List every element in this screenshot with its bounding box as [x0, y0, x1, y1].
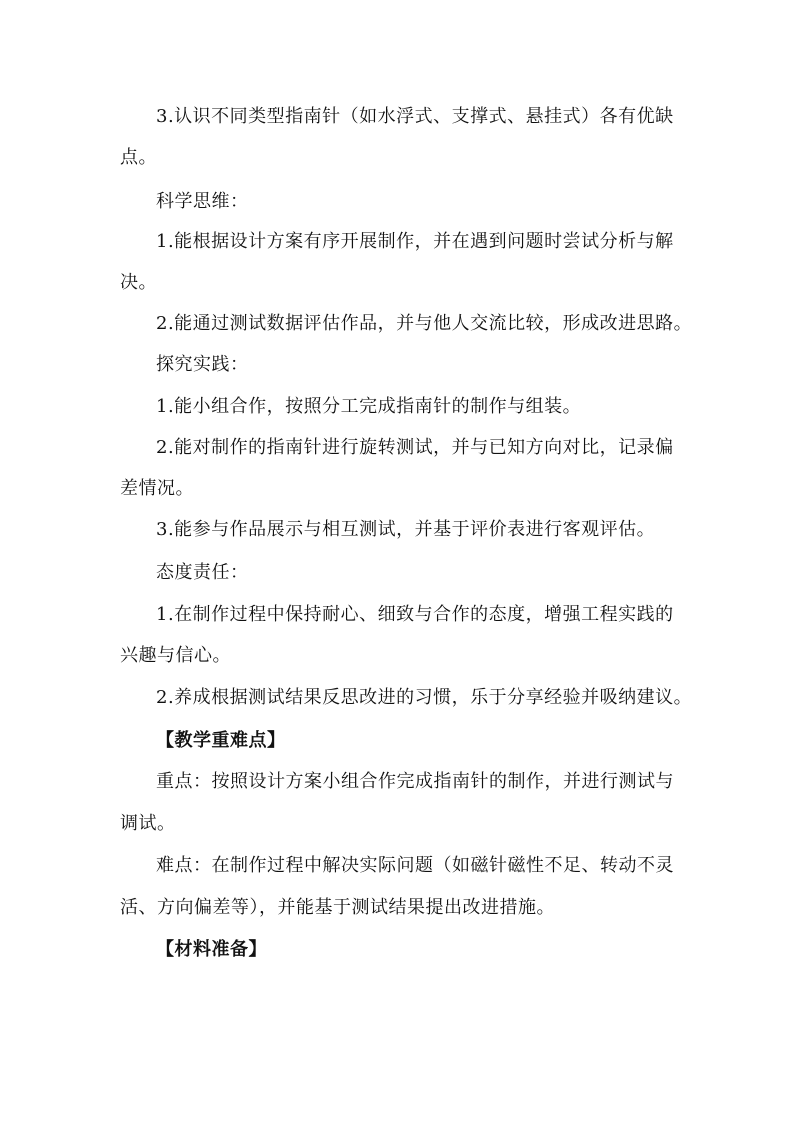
objective-3-line-2: 点。 — [120, 147, 157, 168]
objective-3-line-1: 3.认识不同类型指南针（如水浮式、支撑式、悬挂式）各有优缺 — [156, 106, 674, 127]
practice-1-line: 1.能小组合作，按照分工完成指南针的制作与组装。 — [156, 396, 582, 417]
thinking-1-line-1: 1.能根据设计方案有序开展制作，并在遇到问题时尝试分析与解 — [156, 231, 674, 252]
section-heading-attitude-responsibility: 态度责任： — [156, 562, 249, 583]
difficult-point-line-2: 活、方向偏差等），并能基于测试结果提出改进措施。 — [120, 897, 555, 918]
section-heading-scientific-thinking: 科学思维： — [156, 191, 249, 212]
key-point-line-1: 重点：按照设计方案小组合作完成指南针的制作，并进行测试与 — [156, 771, 674, 792]
practice-3-line: 3.能参与作品展示与相互测试，并基于评价表进行客观评估。 — [156, 519, 656, 540]
difficult-point-line-1: 难点：在制作过程中解决实际问题（如磁针磁性不足、转动不灵 — [156, 855, 674, 876]
practice-2-line-1: 2.能对制作的指南针进行旋转测试，并与已知方向对比，记录偏 — [156, 437, 674, 458]
section-heading-inquiry-practice: 探究实践： — [156, 354, 249, 375]
thinking-1-line-2: 决。 — [120, 272, 157, 293]
key-point-line-2: 调试。 — [120, 813, 176, 834]
thinking-2-line: 2.能通过测试数据评估作品，并与他人交流比较，形成改进思路。 — [156, 313, 693, 334]
section-heading-materials: 【材料准备】 — [156, 939, 267, 960]
attitude-1-line-2: 兴趣与信心。 — [120, 645, 231, 666]
attitude-1-line-1: 1.在制作过程中保持耐心、细致与合作的态度，增强工程实践的 — [156, 604, 674, 625]
attitude-2-line: 2.养成根据测试结果反思改进的习惯，乐于分享经验并吸纳建议。 — [156, 687, 693, 708]
practice-2-line-2: 差情况。 — [120, 478, 194, 499]
section-heading-key-difficult-points: 【教学重难点】 — [156, 730, 286, 751]
